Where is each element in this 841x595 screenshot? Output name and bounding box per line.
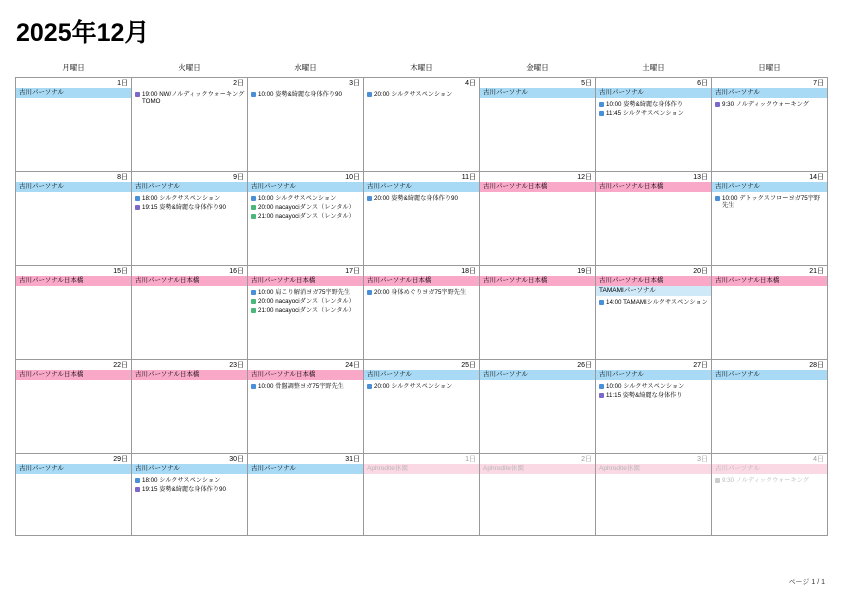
day-number: 3日 — [697, 455, 708, 463]
day-number: 1日 — [465, 455, 476, 463]
day-banner-label[interactable]: 古川パーソナル日本橋 — [596, 276, 711, 286]
day-number: 4日 — [813, 455, 824, 463]
calendar-day-cell[interactable] — [596, 171, 712, 265]
calendar-day-cell[interactable] — [16, 265, 132, 359]
day-banner-label[interactable]: 古川パーソナル日本橋 — [480, 182, 595, 192]
day-banner-label[interactable]: 古川パーソナル — [132, 182, 247, 192]
day-number: 6日 — [697, 79, 708, 87]
day-banner-label[interactable]: 古川パーソナル — [16, 88, 131, 98]
event-color-dot-icon — [715, 196, 720, 201]
calendar-day-cell[interactable] — [364, 171, 480, 265]
calendar-day-cell[interactable] — [480, 171, 596, 265]
day-banner-label[interactable]: 古川パーソナル — [248, 182, 363, 192]
calendar-event[interactable] — [599, 110, 709, 118]
event-label: 10:00 姿勢&綺麗な身体作り90 — [258, 90, 342, 98]
weekday-header-wed: 水曜日 — [294, 62, 317, 72]
calendar-day-cell[interactable] — [16, 453, 132, 535]
calendar-event[interactable] — [367, 289, 477, 297]
calendar-event[interactable] — [599, 101, 709, 109]
calendar-day-cell[interactable] — [16, 77, 132, 171]
event-color-dot-icon — [251, 384, 256, 389]
page-title: 2025年12月 — [16, 19, 150, 47]
day-number: 5日 — [581, 79, 592, 87]
day-event-list — [248, 380, 363, 391]
event-color-dot-icon — [135, 205, 140, 210]
event-color-dot-icon — [367, 384, 372, 389]
calendar-week-row — [16, 77, 828, 171]
day-banner-label[interactable]: 古川パーソナル — [480, 370, 595, 380]
event-color-dot-icon — [599, 102, 604, 107]
day-number: 21日 — [809, 267, 824, 275]
calendar-day-cell[interactable] — [712, 453, 828, 535]
event-label: 20:00 nacayociダンス（レンタル） — [258, 297, 355, 305]
calendar-event[interactable] — [251, 289, 361, 297]
event-label: 10:00 姿勢&綺麗な身体作り — [606, 100, 684, 108]
event-label: 20:00 身体めぐりヨガ75宇野先生 — [374, 288, 467, 296]
day-banner-label[interactable]: 古川パーソナル — [480, 88, 595, 98]
calendar-event[interactable] — [251, 195, 361, 203]
day-banner-label[interactable]: Aphrodite休園 — [596, 464, 711, 474]
event-color-dot-icon — [251, 290, 256, 295]
calendar-day-cell[interactable] — [712, 265, 828, 359]
event-color-dot-icon — [367, 290, 372, 295]
day-number: 7日 — [813, 79, 824, 87]
day-number: 24日 — [345, 361, 360, 369]
calendar-day-cell[interactable] — [712, 77, 828, 171]
day-banner-label[interactable]: 古川パーソナル日本橋 — [248, 370, 363, 380]
day-number: 25日 — [461, 361, 476, 369]
weekday-header-fri: 金曜日 — [526, 62, 549, 72]
day-banner-label[interactable]: 古川パーソナル — [596, 88, 711, 98]
event-color-dot-icon — [251, 308, 256, 313]
weekday-header-sun: 日曜日 — [758, 62, 781, 72]
weekday-header-row — [16, 62, 828, 78]
calendar-event[interactable] — [599, 383, 709, 391]
calendar-week-row — [16, 359, 828, 453]
calendar-event[interactable] — [251, 213, 361, 221]
page-footer: ページ 1 / 1 — [788, 579, 825, 586]
day-banner-label[interactable]: 古川パーソナル — [16, 464, 131, 474]
day-banner-label[interactable]: 古川パーソナル — [16, 182, 131, 192]
calendar-day-cell[interactable] — [596, 77, 712, 171]
day-number: 30日 — [229, 455, 244, 463]
weekday-header-sat: 土曜日 — [642, 62, 665, 72]
event-color-dot-icon — [251, 92, 256, 97]
event-color-dot-icon — [135, 92, 140, 97]
calendar-week-row — [16, 265, 828, 359]
calendar-day-cell[interactable] — [364, 453, 480, 535]
day-number: 17日 — [345, 267, 360, 275]
calendar-day-cell[interactable] — [480, 77, 596, 171]
calendar-event[interactable] — [135, 91, 245, 106]
event-label: 20:00 姿勢&綺麗な身体作り90 — [374, 194, 458, 202]
day-number: 9日 — [233, 173, 244, 181]
calendar-event[interactable] — [715, 477, 825, 485]
calendar-day-cell[interactable] — [248, 359, 364, 453]
calendar-day-cell[interactable] — [132, 77, 248, 171]
calendar-day-cell[interactable] — [596, 453, 712, 535]
day-event-list — [596, 98, 711, 118]
day-event-list — [132, 192, 247, 212]
calendar-event[interactable] — [599, 299, 709, 307]
event-label: 18:00 シルクサスペンション — [142, 476, 221, 484]
calendar-event[interactable] — [251, 383, 361, 391]
calendar-day-cell[interactable] — [132, 359, 248, 453]
day-banner-label[interactable]: 古川パーソナル日本橋 — [132, 370, 247, 380]
day-number: 26日 — [577, 361, 592, 369]
day-number: 23日 — [229, 361, 244, 369]
day-banner-label[interactable]: 古川パーソナル — [248, 464, 363, 474]
event-label: 19:15 姿勢&綺麗な身体作り90 — [142, 485, 226, 493]
calendar-event[interactable] — [599, 392, 709, 400]
calendar-event[interactable] — [251, 204, 361, 212]
calendar-event[interactable] — [251, 298, 361, 306]
day-banner-label[interactable]: 古川パーソナル — [132, 464, 247, 474]
calendar-day-cell[interactable] — [596, 359, 712, 453]
calendar-event[interactable] — [251, 307, 361, 315]
event-label: 20:00 シルクサスペンション — [374, 382, 453, 390]
day-number: 1日 — [117, 79, 128, 87]
calendar-day-cell[interactable] — [480, 359, 596, 453]
day-number: 15日 — [113, 267, 128, 275]
calendar-event[interactable] — [135, 477, 245, 485]
day-number: 3日 — [349, 79, 360, 87]
event-label: 10:00 肩こり解消ヨガ75宇野先生 — [258, 288, 351, 296]
calendar-event[interactable] — [367, 195, 477, 203]
event-label: 10:00 シルクサスペンション — [606, 382, 685, 390]
calendar-event[interactable] — [367, 91, 477, 99]
day-event-list — [248, 88, 363, 99]
event-label: 10:00 シルクサスペンション — [258, 194, 337, 202]
day-banner-label[interactable]: 古川パーソナル — [596, 370, 711, 380]
day-number: 12日 — [577, 173, 592, 181]
event-label: 18:00 シルクサスペンション — [142, 194, 221, 202]
day-number: 31日 — [345, 455, 360, 463]
day-number: 2日 — [233, 79, 244, 87]
calendar-body — [16, 77, 828, 535]
event-color-dot-icon — [599, 300, 604, 305]
calendar-table — [15, 62, 828, 536]
calendar-week-row — [16, 453, 828, 535]
day-number: 2日 — [581, 455, 592, 463]
day-number: 14日 — [809, 173, 824, 181]
event-color-dot-icon — [367, 196, 372, 201]
event-label: 19:00 NW/ノルディックウォーキングTOMO — [142, 90, 245, 106]
calendar-day-cell[interactable] — [480, 265, 596, 359]
calendar-day-cell[interactable] — [364, 359, 480, 453]
event-color-dot-icon — [367, 92, 372, 97]
day-banner-label[interactable]: 古川パーソナル — [712, 464, 827, 474]
calendar-event[interactable] — [135, 204, 245, 212]
day-banner-label[interactable]: Aphrodite休園 — [480, 464, 595, 474]
event-label: 14:00 TAMAMIシルクサスペンション — [606, 298, 708, 306]
event-color-dot-icon — [135, 478, 140, 483]
calendar-event[interactable] — [135, 486, 245, 494]
calendar-day-cell[interactable] — [364, 265, 480, 359]
day-event-list — [248, 192, 363, 221]
event-label: 21:00 nacayociダンス（レンタル） — [258, 212, 355, 220]
calendar-day-cell[interactable] — [712, 171, 828, 265]
event-color-dot-icon — [135, 487, 140, 492]
calendar-event[interactable] — [135, 195, 245, 203]
event-label: 11:15 姿勢&綺麗な身体作り — [606, 391, 683, 399]
day-banner-label[interactable]: 古川パーソナル — [364, 370, 479, 380]
day-banner-label[interactable]: 古川パーソナル日本橋 — [132, 276, 247, 286]
event-label: 21:00 nacayociダンス（レンタル） — [258, 306, 355, 314]
day-number: 10日 — [345, 173, 360, 181]
event-label: 9:30 ノルディックウォーキング — [722, 100, 809, 108]
day-number: 13日 — [693, 173, 708, 181]
calendar-week-row — [16, 171, 828, 265]
event-color-dot-icon — [715, 102, 720, 107]
day-number: 16日 — [229, 267, 244, 275]
event-color-dot-icon — [251, 299, 256, 304]
event-color-dot-icon — [251, 205, 256, 210]
day-banner-label[interactable]: 古川パーソナル日本橋 — [480, 276, 595, 286]
day-banner-label[interactable]: TAMAMIパーソナル — [596, 286, 711, 296]
calendar-event[interactable] — [367, 383, 477, 391]
calendar-day-cell[interactable] — [132, 265, 248, 359]
day-banner-label[interactable]: 古川パーソナル日本橋 — [16, 370, 131, 380]
calendar-day-cell[interactable] — [480, 453, 596, 535]
event-label: 19:15 姿勢&綺麗な身体作り90 — [142, 203, 226, 211]
day-number: 18日 — [461, 267, 476, 275]
calendar-day-cell[interactable] — [248, 265, 364, 359]
event-label: 9:30 ノルディックウォーキング — [722, 476, 809, 484]
day-event-list — [712, 192, 827, 210]
weekday-header-tue: 火曜日 — [178, 62, 201, 72]
day-event-list — [364, 192, 479, 203]
event-label: 10:00 デトックスフローヨガ75宇野先生 — [722, 194, 821, 210]
day-banner-label[interactable]: 古川パーソナル — [712, 182, 827, 192]
day-banner-label[interactable]: Aphrodite休園 — [364, 464, 479, 474]
event-label: 10:00 骨盤調整ヨガ75宇野先生 — [258, 382, 344, 390]
calendar-day-cell[interactable] — [248, 77, 364, 171]
calendar-day-cell[interactable] — [132, 171, 248, 265]
calendar-day-cell[interactable] — [16, 359, 132, 453]
calendar-day-cell[interactable] — [596, 265, 712, 359]
event-label: 20:00 シルクサスペンション — [374, 90, 453, 98]
calendar-day-cell[interactable] — [248, 171, 364, 265]
event-color-dot-icon — [599, 393, 604, 398]
day-number: 11日 — [461, 173, 476, 181]
day-number: 19日 — [577, 267, 592, 275]
day-banner-label[interactable]: 古川パーソナル日本橋 — [712, 276, 827, 286]
day-event-list — [132, 474, 247, 494]
calendar-day-cell[interactable] — [712, 359, 828, 453]
calendar-event[interactable] — [251, 91, 361, 99]
day-event-list — [364, 380, 479, 391]
calendar-day-cell[interactable] — [16, 171, 132, 265]
day-banner-label[interactable]: 古川パーソナル — [364, 182, 479, 192]
event-color-dot-icon — [599, 384, 604, 389]
day-number: 22日 — [113, 361, 128, 369]
event-color-dot-icon — [715, 478, 720, 483]
calendar-event[interactable] — [715, 101, 825, 109]
day-number: 29日 — [113, 455, 128, 463]
day-banner-label[interactable]: 古川パーソナル日本橋 — [248, 276, 363, 286]
event-color-dot-icon — [599, 111, 604, 116]
day-number: 20日 — [693, 267, 708, 275]
day-event-list — [364, 88, 479, 99]
calendar-event[interactable] — [715, 195, 825, 210]
day-number: 27日 — [693, 361, 708, 369]
day-banner-label[interactable]: 古川パーソナル日本橋 — [16, 276, 131, 286]
day-event-list — [712, 98, 827, 109]
calendar-day-cell[interactable] — [132, 453, 248, 535]
weekday-header-mon: 月曜日 — [62, 62, 85, 72]
calendar-day-cell[interactable] — [248, 453, 364, 535]
day-banner-label[interactable]: 古川パーソナル日本橋 — [596, 182, 711, 192]
day-banner-label[interactable]: 古川パーソナル日本橋 — [364, 276, 479, 286]
event-color-dot-icon — [135, 196, 140, 201]
day-event-list — [364, 286, 479, 297]
day-event-list — [712, 474, 827, 485]
day-banner-label[interactable]: 古川パーソナル — [712, 370, 827, 380]
event-color-dot-icon — [251, 196, 256, 201]
day-event-list — [596, 296, 711, 307]
day-event-list — [248, 286, 363, 315]
day-event-list — [132, 88, 247, 106]
day-number: 4日 — [465, 79, 476, 87]
event-label: 11:45 シルクサスペンション — [606, 109, 684, 117]
weekday-header-thu: 木曜日 — [410, 62, 433, 72]
day-event-list — [596, 380, 711, 400]
day-number: 28日 — [809, 361, 824, 369]
calendar-day-cell[interactable] — [364, 77, 480, 171]
day-banner-label[interactable]: 古川パーソナル — [712, 88, 827, 98]
event-label: 20:00 nacayociダンス（レンタル） — [258, 203, 355, 211]
day-number: 8日 — [117, 173, 128, 181]
event-color-dot-icon — [251, 214, 256, 219]
